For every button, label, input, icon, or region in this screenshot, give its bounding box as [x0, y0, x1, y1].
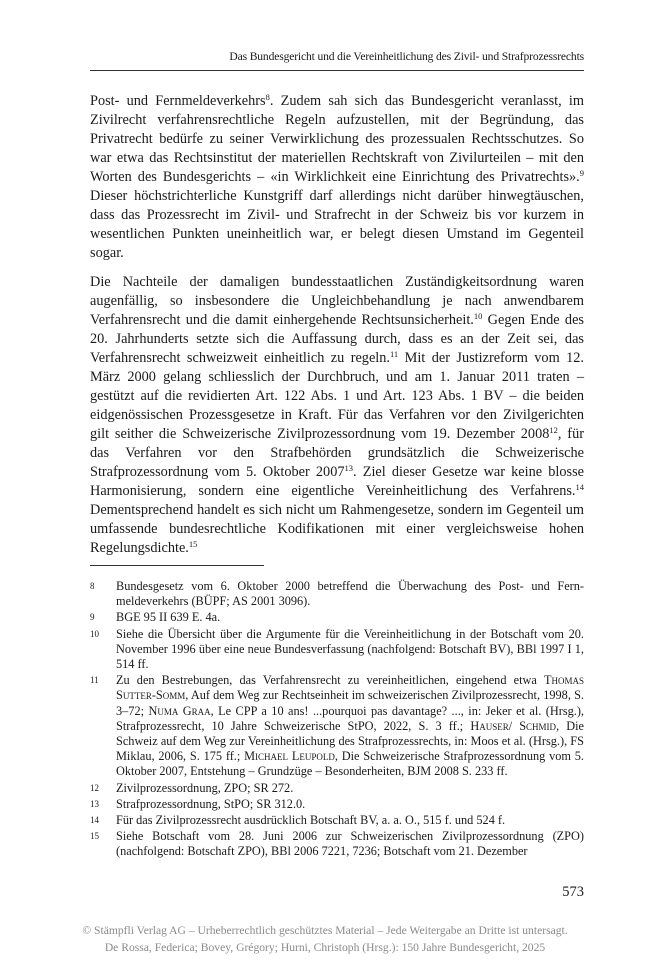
footnote-14 — [90, 813, 584, 828]
footnote-text: Für das Zivilprozessrecht ausdrücklich Botschaft BV, a. a. O., 515 f. und 524 f. — [116, 813, 506, 828]
footnotes — [90, 579, 584, 861]
footnote-reference: 12 — [549, 425, 558, 435]
footnote-text: Bundesgesetz vom 6. Oktober 2000 betreffend die Überwachung des Post- und Fernmeldeverkehrs (BÜPF; AS 2001 3096). — [116, 579, 584, 609]
footnote-11 — [90, 673, 584, 779]
footnote-number: 13 — [90, 798, 99, 809]
footnote-number: 12 — [90, 782, 99, 793]
footnote-12 — [90, 781, 584, 796]
author-name: Thomas Sutter-Somm — [116, 673, 584, 703]
footnote-reference: 15 — [188, 539, 198, 549]
footnote-number: 14 — [90, 815, 99, 826]
footnote-number: 9 — [90, 612, 95, 623]
footnote-reference: 11 — [390, 349, 399, 359]
footnote-13 — [90, 797, 584, 812]
footnote-8 — [90, 579, 584, 609]
copyright-line-2: De Rossa, Federica; Bovey, Grégory; Hurni, Christoph (Hrsg.): 150 Jahre Bundesgericht, 2025 — [104, 941, 546, 954]
author-name: Numa Graa — [148, 703, 211, 718]
footnote-reference: 13 — [344, 463, 353, 473]
author-name: Hauser/ Schmid — [470, 718, 557, 733]
paragraph-1: Post- und Fernmeldeverkehrs$^8$. Zudem sah sich das Bundesgericht veranlasst, im Zivilrecht verfahrensrechtliche Regeln aufzustellen, mit der Begründung, das Privatrecht bedürfe zu seiner Verwirklichung des prozessualen Rechtsschutzes. So war etwa das Rechtsinstitut der materiellen Rechtskraft von Zivilurteilen – mit den Worten des Bundesgerichts – «in Wirklichkeit eine Einrichtung des Privatrechts».$^9$ Dieser höchstrichterliche Kunstgriff darf allerdings nicht darüber hinwegtäuschen, dass das Prozessrecht im Zivil- und Strafrecht in der Schweiz bis vor kurzem in wesentlichen Punkten uneinheitlich war, er belegt diesen Umstand im Gegenteil sogar. — [90, 92, 585, 261]
footnote-reference: 10 — [473, 311, 483, 321]
footnote-text: Zu den Bestrebungen, das Verfahrensrecht zu vereinheitlichen, eingehend etwa Thomas Sutter-Somm, Auf dem Weg zur Rechtseinheit im schweizerischen Zivilprozessrecht, 1998, S. 3–72; Numa Graa, Le CPP a 10 ans! ...pourquoi pas davantage? ..., in: Jeker et al. (Hrsg.), Strafprozessrecht, 10 Jahre Schweizerische StPO, 2022, S. 3 ff.; Hauser/ Schmid, Die Schweiz auf dem Weg zur Vereinheitlichung des Strafprozessrechts, in: Moos et al. (Hrsg.), FS Miklau, 2006, S. 175 ff.; Michael Leupold, Die Schweizerische Strafprozessordnung vom 5. Oktober 2007, Entstehung – Grundzüge – Besonderheiten, BJM 2008 S. 233 ff. — [116, 673, 585, 779]
page-number: 573 — [562, 884, 584, 900]
copyright-notice — [0, 922, 650, 956]
footnote-15 — [90, 829, 584, 859]
footnote-reference: 8 — [265, 92, 270, 102]
footnote-10 — [90, 627, 584, 673]
footnote-text: Zivilprozessordnung, ZPO; SR 272. — [116, 780, 294, 795]
footnote-text: Strafprozessordnung, StPO; SR 312.0. — [116, 796, 306, 811]
copyright-line-1: © Stämpfli Verlag AG – Urheberrechtlich geschütztes Material – Jede Weitergabe an Dritte ist untersagt. — [82, 924, 568, 937]
footnote-text: BGE 95 II 639 E. 4a. — [116, 610, 221, 625]
paragraph-2: Die Nachteile der damaligen bundesstaatlichen Zuständigkeitsordnung waren augenfällig, so insbesondere die Ungleichbehandlung je nach anwendbarem Verfahrensrecht und die damit einhergehende Rechtsunsicherheit.$^{10}$ Gegen Ende des 20. Jahrhunderts setzte sich die Auffassung durch, dass es an der Zeit sei, das Verfahrensrecht schweizweit einheitlich zu regeln.$^{11}$ Mit der Justizreform vom 12. März 2000 gelang schliesslich der Durchbruch, und am 1. Januar 2011 traten – gestützt auf die revidierten Art. 122 Abs. 1 und Art. 123 Abs. 1 BV – die beiden eidgenössischen Prozessgesetze in Kraft. Für das Verfahren vor den Zivilgerichten gilt seither die Schweizerische Zivilprozessordnung vom 19. Dezember 2008$^{12}$, für das Verfahren vor den Strafbehörden grundsätzlich die Schweizerische Strafprozessordnung vom 5. Oktober 2007$^{13}$. Ziel dieser Gesetze war keine blosse Harmonisierung, sondern eine eigentliche Vereinheitlichung des Verfahrens.$^{14}$ Dementsprechend handelt es sich nicht um Rahmengesetze, sondern im Gegenteil um umfassende bundesrechtliche Kodifikationen mit einer vergleichsweise hohen Regelungsdichte.$^{15}$ — [90, 274, 584, 556]
main-text — [90, 92, 584, 568]
header-rule — [90, 70, 584, 71]
footnote-9 — [90, 610, 584, 625]
author-name: Michael Leupold — [244, 749, 335, 764]
footnote-reference: 9 — [579, 168, 584, 178]
footnote-text: Siehe die Übersicht über die Argumente für die Vereinheitlichung in der Botschaft vom 20. November 1996 über eine neue Bundesverfassung (nachfolgend: Botschaft BV), BBl 1997 I 1, 514 ff. — [116, 626, 584, 672]
footnote-number: 11 — [90, 675, 99, 686]
footnote-separator — [90, 565, 264, 566]
running-head: Das Bundesgericht und die Vereinheitlichung des Zivil- und Strafprozessrechts — [229, 50, 584, 63]
footnote-reference: 14 — [575, 482, 584, 492]
footnote-text: Siehe Botschaft vom 28. Juni 2006 zur Schweizerischen Zivilprozessordnung (ZPO) (nachfolgend: Botschaft ZPO), BBl 2006 7221, 7236; Botschaft vom 21. Dezember — [116, 829, 584, 859]
footnote-number: 8 — [90, 581, 95, 591]
footnote-number: 10 — [90, 628, 99, 639]
footnote-number: 15 — [90, 831, 99, 842]
